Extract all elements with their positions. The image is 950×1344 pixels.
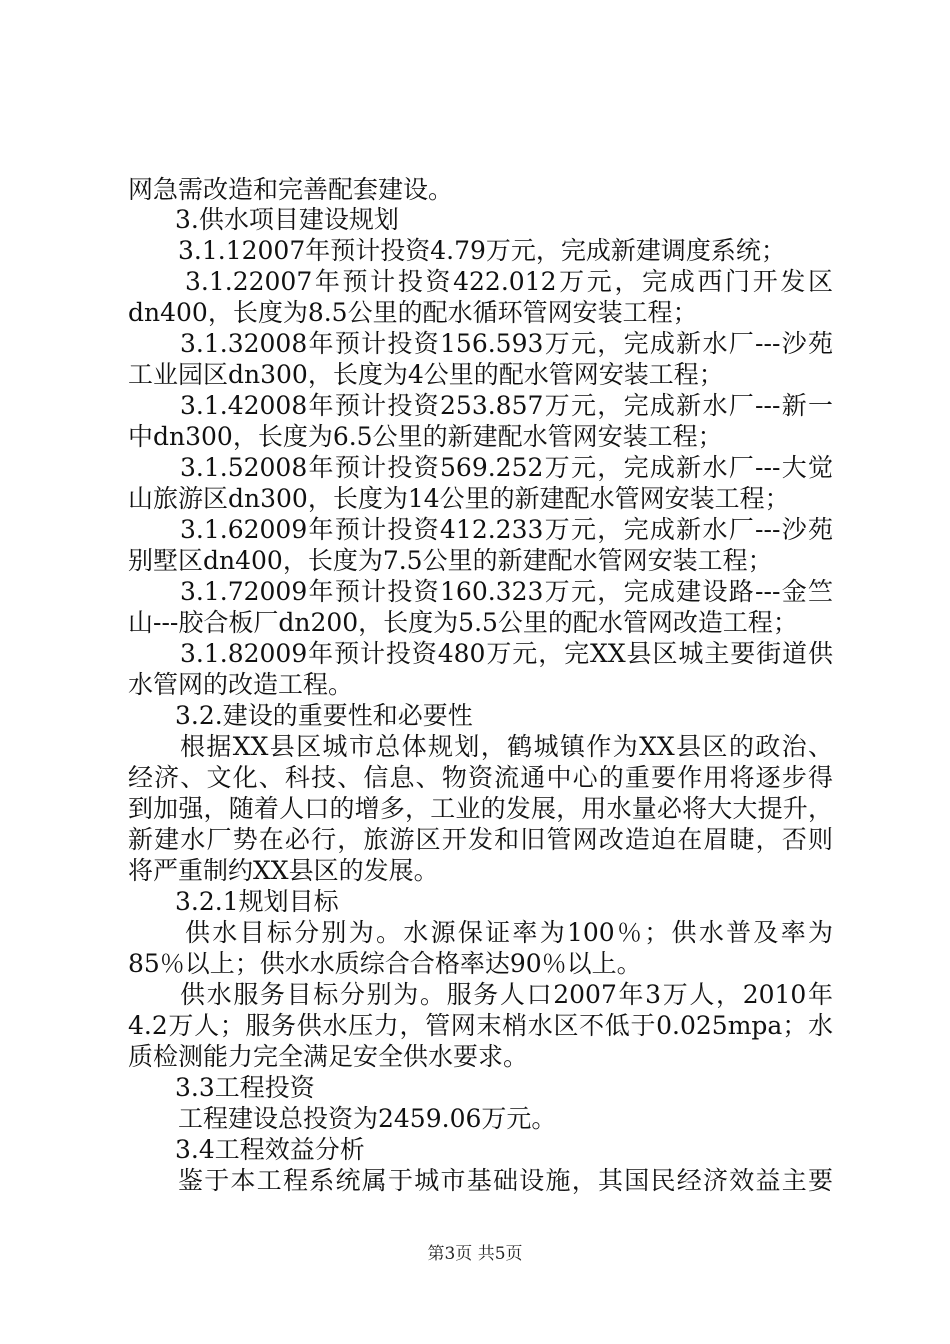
text-line: dn400，长度为8.5公里的配水循环管网安装工程；: [128, 298, 698, 327]
text-line: 水管网的改造工程。: [128, 670, 354, 699]
text-line: 中dn300，长度为6.5公里的新建配水管网安装工程；: [128, 422, 723, 451]
text-line: 3.1.52008年预计投资569.252万元，完成新水厂---大觉: [180, 453, 833, 482]
text-line: 85％以上；供水水质综合合格率达90％以上。: [128, 949, 642, 978]
text-line: 到加强，随着人口的增多，工业的发展，用水量必将大大提升，: [128, 794, 833, 823]
text-line: 山---胶合板厂dn200，长度为5.5公里的配水管网改造工程；: [128, 608, 798, 637]
text-line: 3.1.72009年预计投资160.323万元，完成建设路---金竺: [180, 577, 833, 606]
section-heading: 3.2.建设的重要性和必要性: [175, 701, 473, 730]
section-heading: 3.3工程投资: [175, 1073, 315, 1102]
text-line: 新建水厂势在必行，旅游区开发和旧管网改造迫在眉睫，否则: [128, 825, 833, 854]
text-line: 供水服务目标分别为。服务人口2007年3万人，2010年: [180, 980, 833, 1009]
text-line: 3.1.82009年预计投资480万元，完XX县区城主要街道供: [180, 639, 833, 668]
text-line: 鉴于本工程系统属于城市基础设施，其国民经济效益主要: [178, 1166, 833, 1195]
text-line: 供水目标分别为。水源保证率为100％；供水普及率为: [185, 918, 833, 947]
page-footer: 第3页 共5页: [427, 1244, 523, 1264]
text-line: 3.1.32008年预计投资156.593万元，完成新水厂---沙苑: [180, 329, 833, 358]
text-line: 3.1.62009年预计投资412.233万元，完成新水厂---沙苑: [180, 515, 833, 544]
text-line: 4.2万人；服务供水压力，管网末梢水区不低于0.025mpa；水: [128, 1011, 833, 1040]
text-line: 3.1.42008年预计投资253.857万元，完成新水厂---新一: [180, 391, 833, 420]
text-line: 工程建设总投资为2459.06万元。: [178, 1104, 557, 1133]
text-line: 经济、文化、科技、信息、物资流通中心的重要作用将逐步得: [128, 763, 833, 792]
text-line: 3.1.12007年预计投资4.79万元，完成新建调度系统；: [178, 236, 786, 265]
text-line: 网急需改造和完善配套建设。: [128, 175, 454, 204]
section-heading: 3.4工程效益分析: [175, 1135, 365, 1164]
text-line: 别墅区dn400，长度为7.5公里的新建配水管网安装工程；: [128, 546, 773, 575]
section-heading: 3.供水项目建设规划: [175, 205, 399, 234]
text-line: 工业园区dn300，长度为4公里的配水管网安装工程；: [128, 360, 724, 389]
text-line: 根据XX县区城市总体规划，鹤城镇作为XX县区的政治、: [180, 732, 833, 761]
text-line: 3.1.22007年预计投资422.012万元，完成西门开发区: [185, 267, 833, 296]
text-line: 将严重制约XX县区的发展。: [128, 856, 439, 885]
section-heading: 3.2.1规划目标: [175, 887, 339, 916]
text-line: 山旅游区dn300，长度为14公里的新建配水管网安装工程；: [128, 484, 790, 513]
text-line: 质检测能力完全满足安全供水要求。: [128, 1042, 529, 1071]
